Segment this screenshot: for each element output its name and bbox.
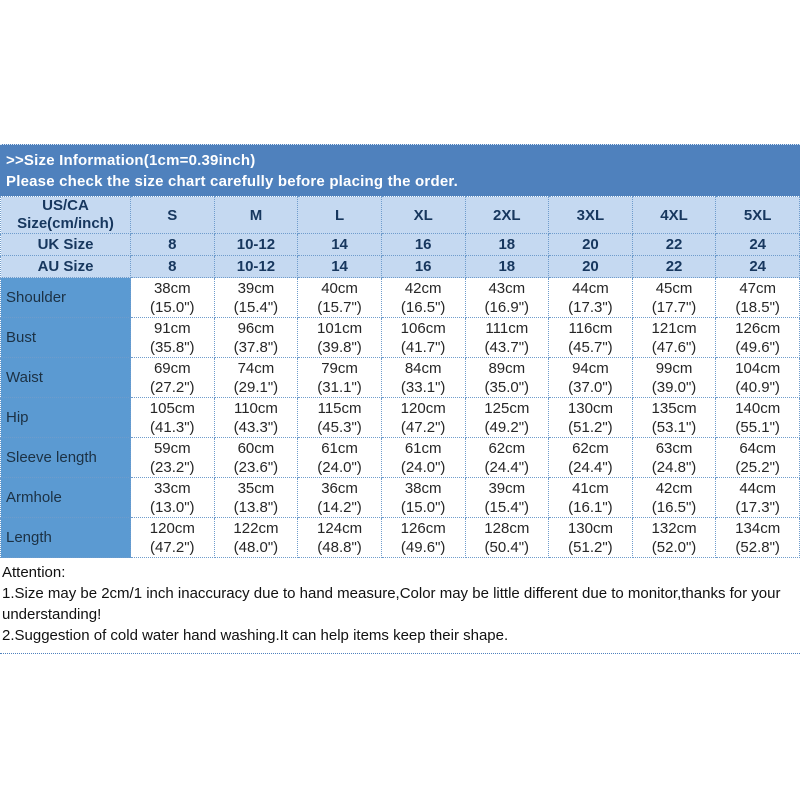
size-column-header: XL: [381, 197, 465, 234]
uk-size-row-value: 20: [549, 234, 633, 256]
inch-value: (48.0"): [233, 538, 279, 556]
inch-value: (15.4"): [484, 498, 530, 516]
uk-size-row-value: 16: [381, 234, 465, 256]
size-info-subtitle: Please check the size chart carefully before placing the order.: [6, 173, 458, 190]
inch-value: (16.5"): [651, 498, 697, 516]
inch-value: (51.2"): [568, 538, 613, 556]
inch-value: (49.6"): [735, 338, 780, 356]
measurement-row: [1, 318, 800, 358]
uk-size-row-label: UK Size: [1, 234, 131, 256]
inch-value: (15.4"): [233, 298, 279, 316]
measurement-label: Bust: [1, 318, 131, 358]
inch-value: (37.0"): [568, 378, 613, 396]
inch-value: (14.2"): [317, 498, 362, 516]
inch-value: (25.2"): [735, 458, 780, 476]
cm-value: 115cm: [317, 399, 362, 417]
inch-value: (13.8"): [233, 498, 279, 516]
measurement-row: [1, 278, 800, 318]
measurement-label: Armhole: [1, 478, 131, 518]
inch-value: (53.1"): [651, 418, 697, 436]
inch-value: (23.6"): [233, 458, 279, 476]
cm-value: 106cm: [400, 319, 446, 337]
measurement-cell: [716, 438, 800, 478]
uk-size-row: [1, 234, 800, 256]
measurement-cell: [131, 398, 215, 438]
au-size-row-label: AU Size: [1, 256, 131, 278]
measurement-cell: [465, 398, 549, 438]
cm-value: 122cm: [233, 519, 279, 537]
cm-value: 45cm: [655, 279, 693, 297]
cm-value: 74cm: [237, 359, 275, 377]
cm-value: 69cm: [153, 359, 191, 377]
cm-value: 40cm: [321, 279, 358, 297]
size-chart-table: [0, 196, 800, 558]
cm-value: 134cm: [735, 519, 781, 537]
cm-value: 42cm: [404, 279, 442, 297]
inch-value: (16.1"): [568, 498, 613, 516]
corner-header-cell: [1, 197, 131, 234]
measurement-row: [1, 438, 800, 478]
au-size-row-value: 20: [549, 256, 633, 278]
measurement-cell: [381, 278, 465, 318]
inch-value: (15.0"): [400, 498, 446, 516]
inch-value: (43.3"): [233, 418, 279, 436]
uk-size-row-value: 8: [131, 234, 215, 256]
uk-size-row-value: 18: [465, 234, 549, 256]
measurement-cell: [716, 518, 800, 558]
corner-label-line2: Size(cm/inch): [17, 215, 114, 232]
cm-value: 39cm: [237, 279, 275, 297]
inch-value: (24.4"): [484, 458, 530, 476]
size-info-header: [0, 144, 800, 196]
measurement-label: Hip: [1, 398, 131, 438]
inch-value: (35.8"): [150, 338, 195, 356]
measurement-cell: [549, 278, 633, 318]
measurement-cell: [214, 478, 298, 518]
cm-value: 44cm: [572, 279, 609, 297]
inch-value: (24.0"): [400, 458, 446, 476]
inch-value: (41.3"): [150, 418, 195, 436]
au-size-row-value: 24: [716, 256, 800, 278]
measurement-cell: [716, 398, 800, 438]
inch-value: (47.6"): [651, 338, 697, 356]
inch-value: (31.1"): [317, 378, 362, 396]
inch-value: (23.2"): [150, 458, 195, 476]
cm-value: 47cm: [739, 279, 777, 297]
inch-value: (45.3"): [317, 418, 362, 436]
measurement-cell: [131, 438, 215, 478]
inch-value: (39.0"): [651, 378, 697, 396]
inch-value: (33.1"): [400, 378, 446, 396]
inch-value: (37.8"): [233, 338, 279, 356]
au-size-row-value: 22: [632, 256, 716, 278]
inch-value: (24.4"): [568, 458, 613, 476]
cm-value: 61cm: [404, 439, 442, 457]
cm-value: 132cm: [651, 519, 697, 537]
measurement-cell: [298, 478, 382, 518]
au-size-row-value: 10-12: [214, 256, 298, 278]
cm-value: 120cm: [149, 519, 195, 537]
measurement-cell: [632, 278, 716, 318]
inch-value: (51.2"): [568, 418, 613, 436]
cm-value: 62cm: [572, 439, 609, 457]
inch-value: (47.2"): [150, 538, 195, 556]
cm-value: 111cm: [485, 319, 529, 337]
cm-value: 126cm: [735, 319, 781, 337]
measurement-cell: [465, 278, 549, 318]
inch-value: (24.0"): [317, 458, 362, 476]
measurement-cell: [214, 318, 298, 358]
inch-value: (49.2"): [484, 418, 530, 436]
cm-value: 39cm: [488, 479, 526, 497]
cm-value: 99cm: [655, 359, 693, 377]
attention-note-2: 2.Suggestion of cold water hand washing.It can help items keep their shape.: [2, 627, 509, 644]
cm-value: 38cm: [404, 479, 442, 497]
inch-value: (49.6"): [400, 538, 446, 556]
table-header-row: [1, 197, 800, 234]
cm-value: 105cm: [149, 399, 195, 417]
measurement-cell: [465, 518, 549, 558]
size-column-header: 4XL: [632, 197, 716, 234]
measurement-row: [1, 518, 800, 558]
cm-value: 79cm: [321, 359, 358, 377]
measurement-row: [1, 358, 800, 398]
measurement-cell: [465, 318, 549, 358]
inch-value: (18.5"): [735, 298, 780, 316]
measurement-row: [1, 478, 800, 518]
inch-value: (17.7"): [651, 298, 697, 316]
size-column-header: 3XL: [549, 197, 633, 234]
cm-value: 126cm: [400, 519, 446, 537]
measurement-cell: [716, 478, 800, 518]
cm-value: 42cm: [655, 479, 693, 497]
measurement-cell: [381, 438, 465, 478]
inch-value: (48.8"): [317, 538, 362, 556]
cm-value: 91cm: [153, 319, 191, 337]
measurement-cell: [298, 438, 382, 478]
size-column-header: S: [131, 197, 215, 234]
size-column-header: 5XL: [716, 197, 800, 234]
attention-title: Attention:: [2, 564, 66, 581]
measurement-cell: [381, 398, 465, 438]
measurement-cell: [632, 398, 716, 438]
cm-value: 120cm: [400, 399, 446, 417]
au-size-row-value: 8: [131, 256, 215, 278]
cm-value: 110cm: [233, 399, 278, 417]
measurement-label: Waist: [1, 358, 131, 398]
measurement-cell: [381, 518, 465, 558]
uk-size-row-value: 10-12: [214, 234, 298, 256]
cm-value: 63cm: [655, 439, 693, 457]
measurement-cell: [549, 318, 633, 358]
cm-value: 61cm: [321, 439, 358, 457]
inch-value: (41.7"): [400, 338, 446, 356]
cm-value: 96cm: [237, 319, 275, 337]
measurement-cell: [549, 478, 633, 518]
cm-value: 125cm: [484, 399, 530, 417]
measurement-cell: [298, 358, 382, 398]
inch-value: (15.0"): [150, 298, 195, 316]
cm-value: 41cm: [572, 479, 609, 497]
measurement-cell: [298, 398, 382, 438]
inch-value: (52.0"): [651, 538, 697, 556]
cm-value: 116cm: [568, 319, 613, 337]
cm-value: 36cm: [321, 479, 358, 497]
cm-value: 35cm: [237, 479, 275, 497]
attention-notes: [0, 562, 798, 646]
inch-value: (24.8"): [651, 458, 697, 476]
au-size-row-value: 16: [381, 256, 465, 278]
cm-value: 124cm: [317, 519, 363, 537]
cm-value: 94cm: [572, 359, 609, 377]
measurement-label: Sleeve length: [1, 438, 131, 478]
measurement-cell: [298, 318, 382, 358]
measurement-cell: [131, 518, 215, 558]
measurement-cell: [298, 518, 382, 558]
measurement-cell: [214, 398, 298, 438]
inch-value: (50.4"): [484, 538, 530, 556]
cm-value: 104cm: [735, 359, 781, 377]
measurement-cell: [549, 438, 633, 478]
measurement-cell: [465, 358, 549, 398]
measurement-cell: [131, 278, 215, 318]
measurement-cell: [298, 278, 382, 318]
size-column-header: M: [214, 197, 298, 234]
cm-value: 60cm: [237, 439, 275, 457]
measurement-cell: [716, 318, 800, 358]
measurement-cell: [381, 478, 465, 518]
cm-value: 128cm: [484, 519, 530, 537]
inch-value: (40.9"): [735, 378, 780, 396]
uk-size-row-value: 22: [632, 234, 716, 256]
measurement-cell: [632, 518, 716, 558]
measurement-cell: [131, 478, 215, 518]
inch-value: (27.2"): [150, 378, 195, 396]
inch-value: (15.7"): [317, 298, 362, 316]
measurement-cell: [131, 358, 215, 398]
measurement-cell: [549, 398, 633, 438]
inch-value: (39.8"): [317, 338, 362, 356]
measurement-cell: [381, 318, 465, 358]
measurement-cell: [465, 438, 549, 478]
measurement-cell: [632, 438, 716, 478]
cm-value: 43cm: [488, 279, 526, 297]
measurement-cell: [716, 278, 800, 318]
measurement-row: [1, 398, 800, 438]
cm-value: 130cm: [567, 519, 613, 537]
uk-size-row-value: 14: [298, 234, 382, 256]
measurement-cell: [465, 478, 549, 518]
corner-label-line1: US/CA: [42, 197, 89, 214]
measurement-cell: [214, 518, 298, 558]
cm-value: 101cm: [317, 319, 363, 337]
inch-value: (45.7"): [568, 338, 613, 356]
measurement-cell: [632, 318, 716, 358]
cm-value: 62cm: [488, 439, 526, 457]
attention-note-1: 1.Size may be 2cm/1 inch inaccuracy due to hand measure,Color may be little different due to monitor,thanks for your understanding!: [2, 585, 781, 623]
measurement-cell: [214, 358, 298, 398]
inch-value: (29.1"): [233, 378, 279, 396]
measurement-label: Length: [1, 518, 131, 558]
cm-value: 33cm: [153, 479, 191, 497]
measurement-cell: [549, 518, 633, 558]
inch-value: (35.0"): [484, 378, 530, 396]
cm-value: 89cm: [488, 359, 526, 377]
cm-value: 135cm: [651, 399, 697, 417]
inch-value: (43.7"): [484, 338, 530, 356]
inch-value: (47.2"): [400, 418, 446, 436]
inch-value: (17.3"): [568, 298, 613, 316]
cm-value: 130cm: [567, 399, 613, 417]
inch-value: (52.8"): [735, 538, 780, 556]
cm-value: 59cm: [153, 439, 191, 457]
inch-value: (13.0"): [150, 498, 195, 516]
measurement-cell: [131, 318, 215, 358]
cm-value: 44cm: [739, 479, 777, 497]
cm-value: 140cm: [735, 399, 781, 417]
size-info-title: >>Size Information(1cm=0.39inch): [6, 152, 256, 169]
measurement-cell: [214, 278, 298, 318]
cm-value: 121cm: [651, 319, 697, 337]
measurement-cell: [716, 358, 800, 398]
page-break-dotted-line: [0, 653, 800, 654]
size-column-header: 2XL: [465, 197, 549, 234]
au-size-row-value: 14: [298, 256, 382, 278]
measurement-cell: [549, 358, 633, 398]
measurement-cell: [632, 358, 716, 398]
inch-value: (16.9"): [484, 298, 530, 316]
uk-size-row-value: 24: [716, 234, 800, 256]
cm-value: 38cm: [153, 279, 191, 297]
measurement-cell: [632, 478, 716, 518]
au-size-row: [1, 256, 800, 278]
inch-value: (55.1"): [735, 418, 780, 436]
au-size-row-value: 18: [465, 256, 549, 278]
measurement-cell: [214, 438, 298, 478]
inch-value: (16.5"): [400, 298, 446, 316]
size-column-header: L: [298, 197, 382, 234]
cm-value: 64cm: [739, 439, 777, 457]
inch-value: (17.3"): [735, 498, 780, 516]
measurement-cell: [381, 358, 465, 398]
cm-value: 84cm: [404, 359, 442, 377]
measurement-label: Shoulder: [1, 278, 131, 318]
